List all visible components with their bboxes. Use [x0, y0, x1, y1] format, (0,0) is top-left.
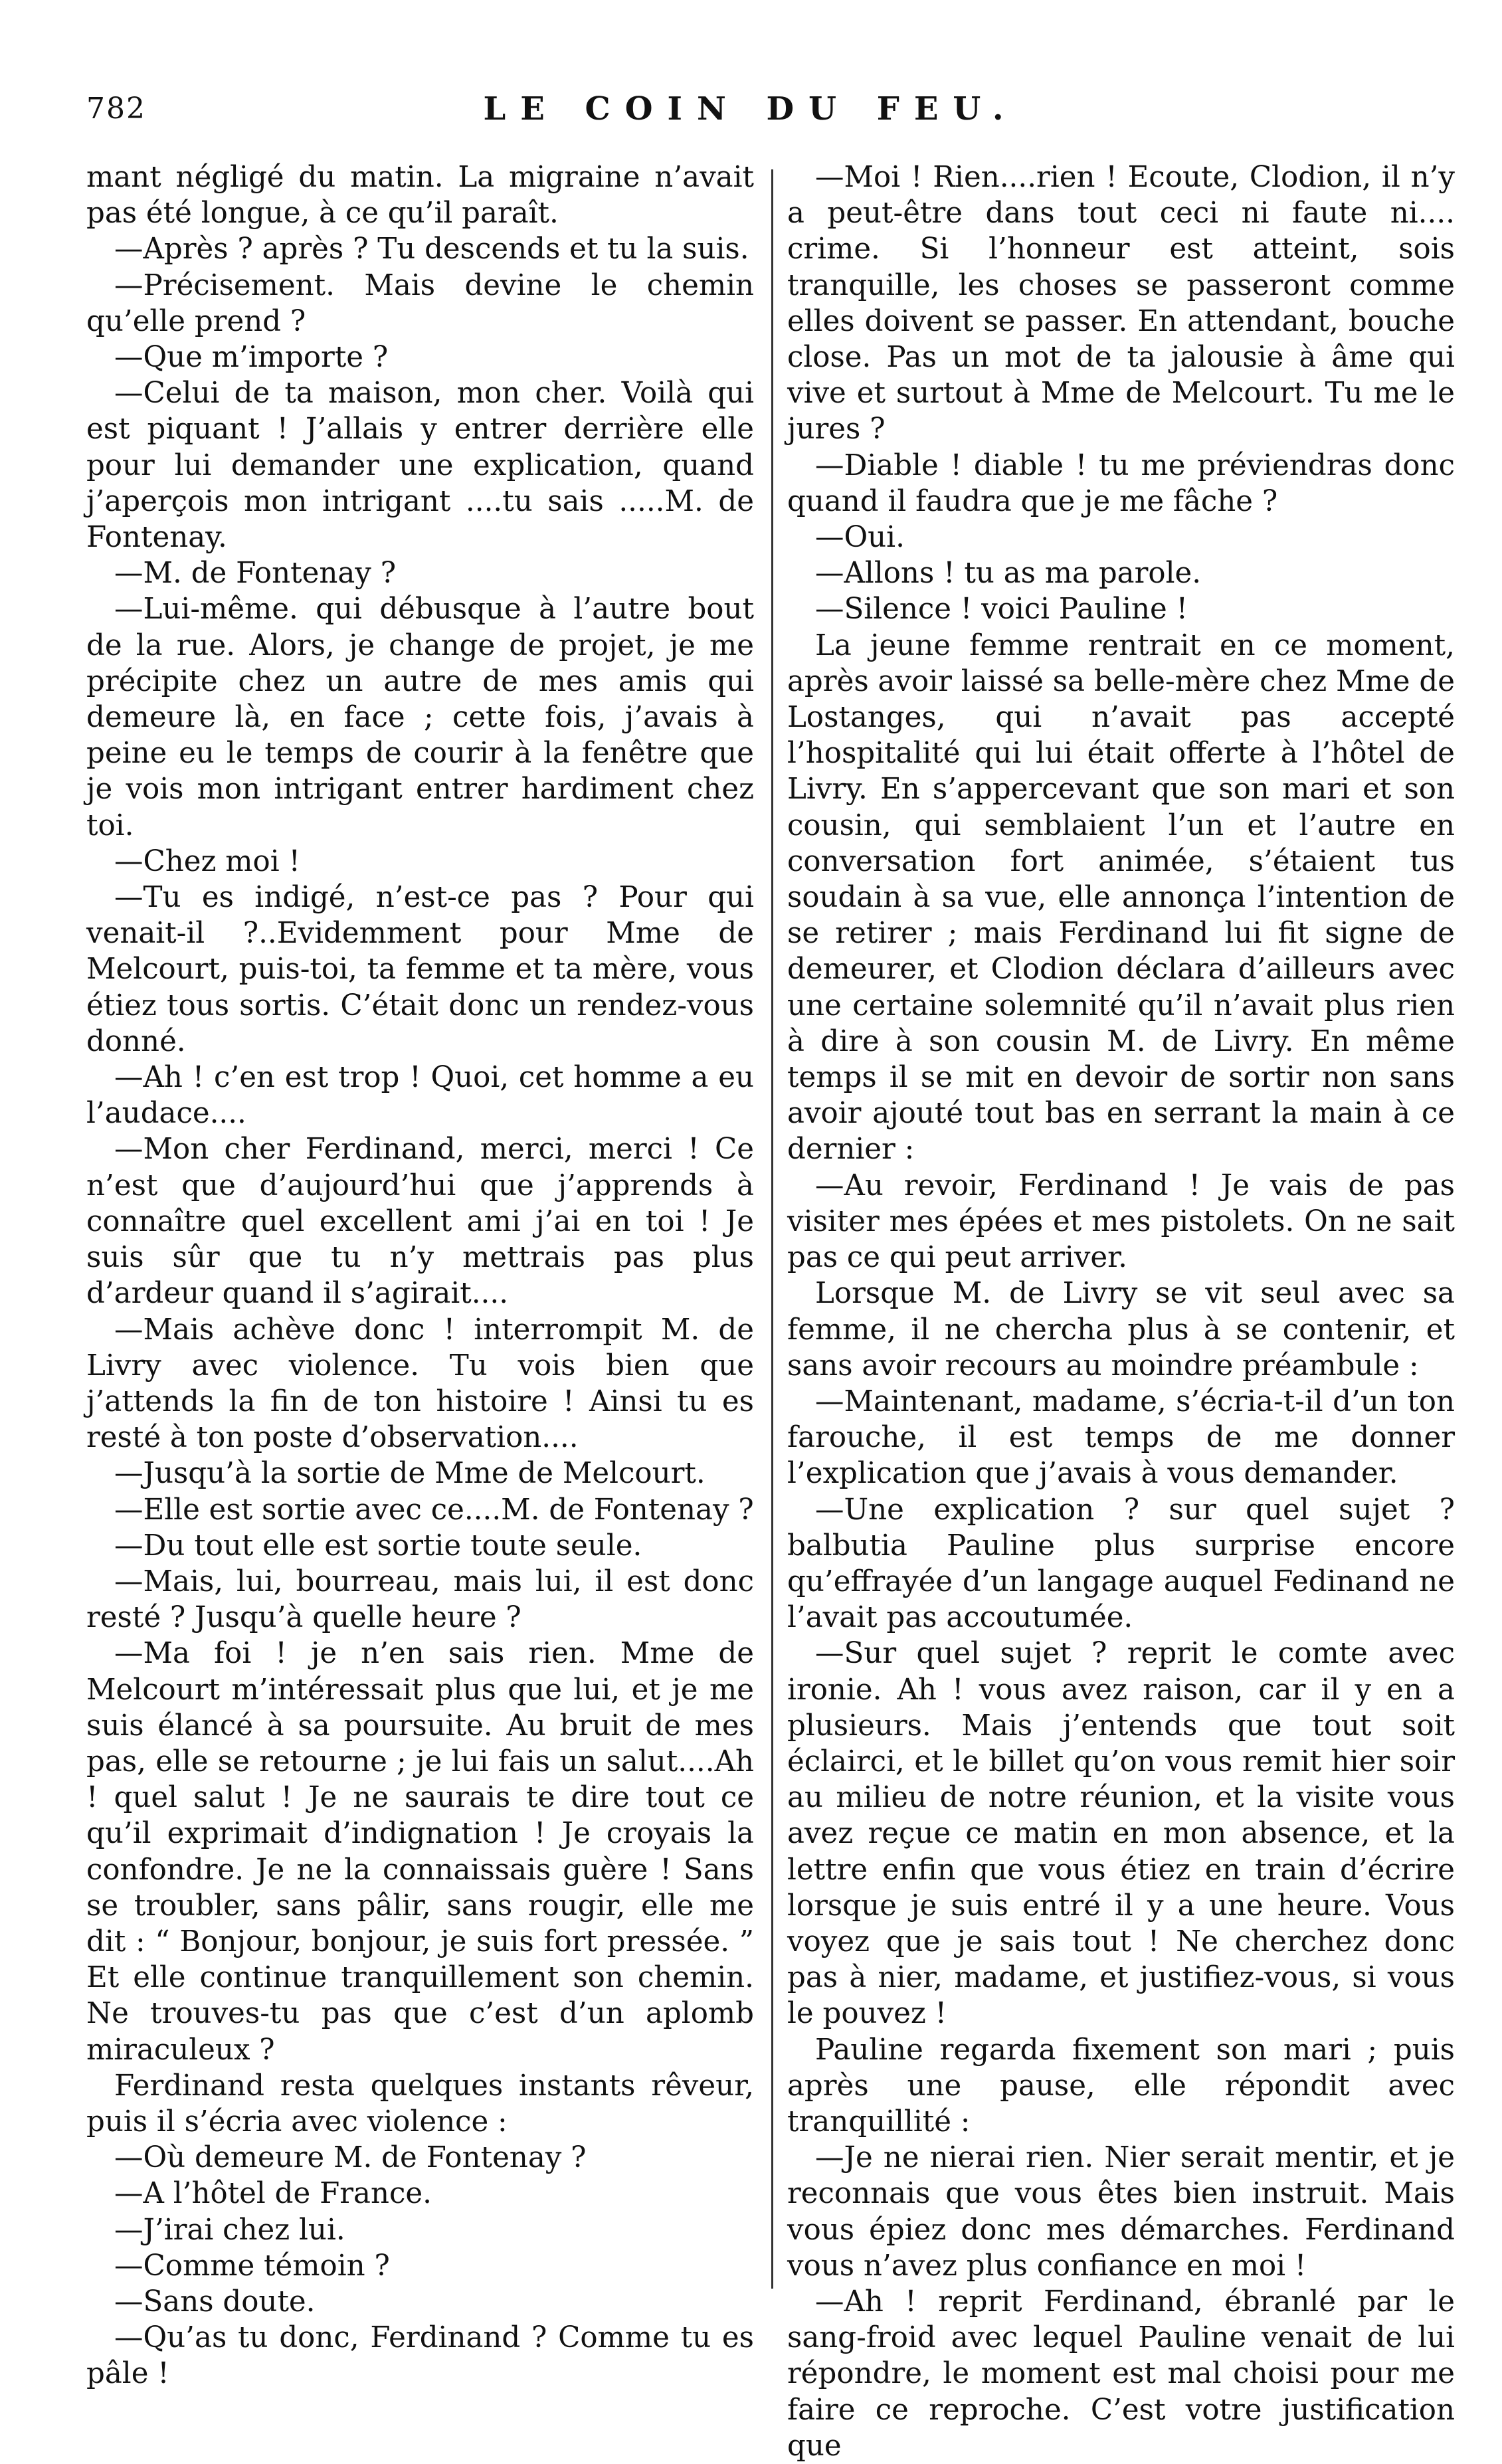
paragraph: —Qu’as tu donc, Ferdinand ? Comme tu es pâle !	[86, 2321, 754, 2391]
paragraph: —Chez moi !	[114, 844, 300, 878]
paragraph: —Maintenant, madame, s’écria-t-il d’un ton farouche, il est temps de me donner l’explication que j’avais à vous demander.	[787, 1384, 1455, 1491]
paragraph: —Ah ! reprit Ferdinand, ébranlé par le sang-froid avec lequel Pauline venait de lui répondre, le moment est mal choisi pour me faire ce reproche. C’est votre justification que	[787, 2285, 1455, 2463]
left-column	[86, 159, 754, 2392]
paragraph: —Celui de ta maison, mon cher. Voilà qui est piquant ! J’allais y entrer derrière elle pour lui demander une explication, quand j’aperçois mon intrigant ....tu sais .....M. de Fontenay.	[86, 377, 754, 555]
paragraph: —Ma foi ! je n’en sais rien. Mme de Melcourt m’intéressait plus que lui, et je me suis élancé à sa poursuite. Au bruit de mes pas, elle se retourne ; je lui fais un salut....Ah ! quel salut ! Je ne saurais te dire tout ce qu’il exprimait d’indignation ! Je croyais la confondre. Je ne la connaissais guère ! Sans se troubler, sans pâlir, sans rougir, elle me dit : “ Bonjour, bonjour, je suis fort pressée. ” Et elle continue tranquillement son chemin. Ne trouves-tu pas que c’est d’un aplomb miraculeux ?	[86, 1637, 754, 2067]
paragraph: —Elle est sortie avec ce....M. de Fontenay ?	[114, 1493, 754, 1527]
paragraph: —Tu es indigé, n’est-ce pas ? Pour qui venait-il ?..Evidemment pour Mme de Melcourt, puis-toi, ta femme et ta mère, vous étiez tous sortis. C’était donc un rendez-vous donné.	[86, 881, 754, 1058]
paragraph: —Après ? après ? Tu descends et tu la suis.	[114, 233, 749, 266]
paragraph: Pauline regarda fixement son mari ; puis après une pause, elle répondit avec tranquillité :	[787, 2033, 1455, 2138]
paragraph: La jeune femme rentrait en ce moment, après avoir laissé sa belle-mère chez Mme de Lostanges, qui n’avait pas accepté l’hospitalité qui lui était offerte à l’hôtel de Livry. En s’appercevant que son mari et son cousin, qui semblaient l’un et l’autre en conversation fort animée, s’étaient tus soudain à sa vue, elle annonça l’intention de se retirer ; mais Ferdinand lui fit signe de demeurer, et Clodion déclara d’ailleurs avec une certaine solemnité qu’il n’avait plus rien à dire à son cousin M. de Livry. En même temps il se mit en devoir de sortir non sans avoir ajouté tout bas en serrant la main à ce dernier :	[787, 628, 1455, 1167]
paragraph: —Sans doute.	[114, 2285, 316, 2319]
paragraph: —Mais achève donc ! interrompit M. de Livry avec violence. Tu vois bien que j’attends la fin de ton histoire ! Ainsi tu es resté à ton poste d’observation....	[86, 1313, 754, 1455]
paragraph: —J’irai chez lui.	[114, 2213, 345, 2247]
page-header	[73, 86, 1428, 133]
column-divider	[771, 169, 773, 2289]
paragraph: —Précisement. Mais devine le chemin qu’elle prend ?	[86, 268, 754, 338]
paragraph: —M. de Fontenay ?	[114, 557, 397, 591]
paragraph: —Du tout elle est sortie toute seule.	[114, 1529, 642, 1563]
paragraph: —Une explication ? sur quel sujet ? balbutia Pauline plus surprise encore qu’effrayée d’un langage auquel Fedinand ne l’avait pas accoutumée.	[787, 1493, 1455, 1635]
right-column	[787, 159, 1455, 2464]
paragraph: —Sur quel sujet ? reprit le comte avec ironie. Ah ! vous avez raison, car il y en a plusieurs. Mais j’entends que tout soit éclairci, et le billet qu’on vous remit hier soir au milieu de notre réunion, et la visite vous avez reçue ce matin en mon absence, et la lettre enfin que vous étiez en train d’écrire lorsque je suis entré il y a une heure. Vous voyez que je sais tout ! Ne cherchez donc pas à nier, madame, et justifiez-vous, si vous le pouvez !	[787, 1637, 1455, 2031]
page-number: 782	[86, 92, 146, 126]
paragraph: Lorsque M. de Livry se vit seul avec sa femme, il ne chercha plus à se contenir, et sans avoir recours au moindre préambule :	[787, 1277, 1455, 1382]
paragraph: mant négligé du matin. La migraine n’avait pas été longue, à ce qu’il paraît.	[86, 161, 754, 231]
paragraph: —Lui-même. qui débusque à l’autre bout de la rue. Alors, je change de projet, je me précipite chez un autre de mes amis qui demeure là, en face ; cette fois, j’avais à peine eu le temps de courir à la fenêtre que je vois mon intrigant entrer hardiment chez toi.	[86, 593, 754, 842]
paragraph: —Comme témoin ?	[114, 2249, 390, 2283]
paragraph: —Allons ! tu as ma parole.	[815, 557, 1202, 591]
paragraph: —Silence ! voici Pauline !	[815, 593, 1188, 626]
paragraph: —Ah ! c’en est trop ! Quoi, cet homme a eu l’audace....	[86, 1061, 754, 1131]
paragraph: —Au revoir, Ferdinand ! Je vais de pas visiter mes épées et mes pistolets. On ne sait pas ce qui peut arriver.	[787, 1169, 1455, 1275]
paragraph: —Mais, lui, bourreau, mais lui, il est donc resté ? Jusqu’à quelle heure ?	[86, 1564, 754, 1635]
paragraph: —A l’hôtel de France.	[114, 2177, 432, 2211]
paragraph: —Diable ! diable ! tu me préviendras donc quand il faudra que je me fâche ?	[787, 448, 1455, 518]
paragraph: —Que m’importe ?	[114, 341, 389, 375]
paragraph: —Où demeure M. de Fontenay ?	[114, 2141, 587, 2175]
paragraph: —Oui.	[815, 521, 905, 555]
running-title: LE COIN DU FEU.	[483, 90, 1018, 128]
paragraph: —Jusqu’à la sortie de Mme de Melcourt.	[114, 1457, 705, 1491]
paragraph: —Je ne nierai rien. Nier serait mentir, et je reconnais que vous êtes bien instruit. Mais vous épiez donc mes démarches. Ferdinand vous n’avez plus confiance en moi !	[787, 2141, 1455, 2283]
paragraph: Ferdinand resta quelques instants rêveur, puis il s’écria avec violence :	[86, 2069, 754, 2138]
paragraph: —Moi ! Rien....rien ! Ecoute, Clodion, il n’y a peut-être dans tout ceci ni faute ni.... crime. Si l’honneur est atteint, sois tranquille, les choses se passeront comme elles doivent se passer. En attendant, bouche close. Pas un mot de ta jalousie à âme qui vive et surtout à Mme de Melcourt. Tu me le jures ?	[787, 161, 1455, 446]
paragraph: —Mon cher Ferdinand, merci, merci ! Ce n’est que d’aujourd’hui que j’apprends à connaître quel excellent ami j’ai en toi ! Je suis sûr que tu n’y mettrais pas plus d’ardeur quand il s’agirait....	[86, 1133, 754, 1311]
